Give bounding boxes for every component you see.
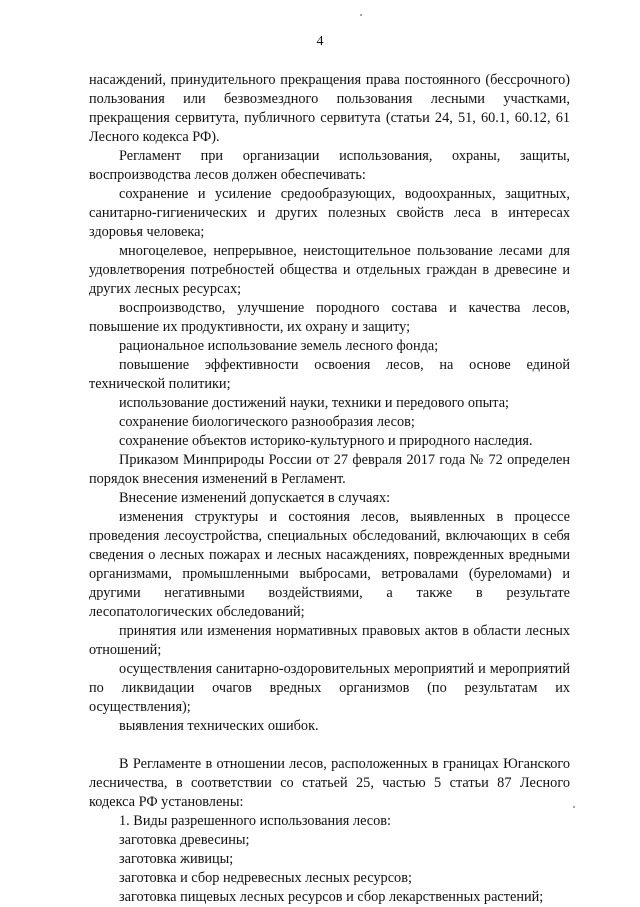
scan-speck [573, 806, 575, 808]
paragraph: 1. Виды разрешенного использования лесов: [119, 813, 391, 829]
paragraph: заготовка пищевых лесных ресурсов и сбор лекарственных растений; [119, 889, 544, 905]
paragraph-gap [89, 736, 570, 755]
paragraph: заготовка древесины; [119, 832, 250, 848]
paragraph: насаждений, принудительного прекращения права постоянного (бессрочного) пользования или безвозмездного пользования лесными участками, прекращения сервитута, публичного сервитута (статьи 24, 51, 60.1, 60.12, 61 Лесного кодекса РФ). [89, 72, 570, 145]
paragraph: заготовка и сбор недревесных лесных ресурсов; [119, 870, 412, 886]
paragraph: заготовка живицы; [119, 851, 234, 867]
paragraph: Внесение изменений допускается в случаях: [119, 490, 391, 506]
paragraph: использование достижений науки, техники и передового опыта; [119, 395, 510, 411]
document-body [89, 71, 570, 907]
paragraph: повышение эффективности освоения лесов, на основе единой технической политики; [89, 357, 570, 392]
paragraph: Регламент при организации использования, охраны, защиты, воспроизводства лесов должен обеспечивать: [89, 148, 570, 183]
paragraph: многоцелевое, непрерывное, неистощительное пользование лесами для удовлетворения потребностей общества и отдельных граждан в древесине и других лесных ресурсах; [89, 243, 570, 297]
paragraph-block-main [89, 71, 570, 736]
page-number: 4 [316, 34, 324, 49]
paragraph: Приказом Минприроды России от 27 февраля 2017 года № 72 определен порядок внесения изменений в Регламент. [89, 452, 570, 487]
paragraph: сохранение и усиление средообразующих, водоохранных, защитных, санитарно-гигиенических и других полезных свойств леса в интересах здоровья человека; [89, 186, 570, 240]
scan-speck [360, 14, 362, 16]
paragraph-block-forest-regulation [89, 755, 570, 907]
paragraph: рациональное использование земель лесного фонда; [119, 338, 439, 354]
paragraph: В Регламенте в отношении лесов, расположенных в границах Юганского лесничества, в соответствии со статьей 25, частью 5 статьи 87 Лесного кодекса РФ установлены: [89, 756, 570, 810]
paragraph: выявления технических ошибок. [119, 718, 319, 734]
paragraph: воспроизводство, улучшение породного состава и качества лесов, повышение их продуктивности, их охрану и защиту; [89, 300, 570, 335]
paragraph: принятия или изменения нормативных правовых актов в области лесных отношений; [89, 623, 570, 658]
paragraph: сохранение биологического разнообразия лесов; [119, 414, 415, 430]
paragraph: сохранение объектов историко-культурного и природного наследия. [119, 433, 533, 449]
paragraph: изменения структуры и состояния лесов, выявленных в процессе проведения лесоустройства, специальных обследований, включающих в себя сведения о лесных пожарах и лесных насаждениях, поврежденных вредными организмами, промышленными выбросами, ветровалами (буреломами) и другими негативными воздействиями, а также в результате лесопатологических обследований; [89, 509, 570, 620]
paragraph: осуществления санитарно-оздоровительных мероприятий и мероприятий по ликвидации очагов вредных организмов (по результатам их осуществления); [89, 661, 570, 715]
